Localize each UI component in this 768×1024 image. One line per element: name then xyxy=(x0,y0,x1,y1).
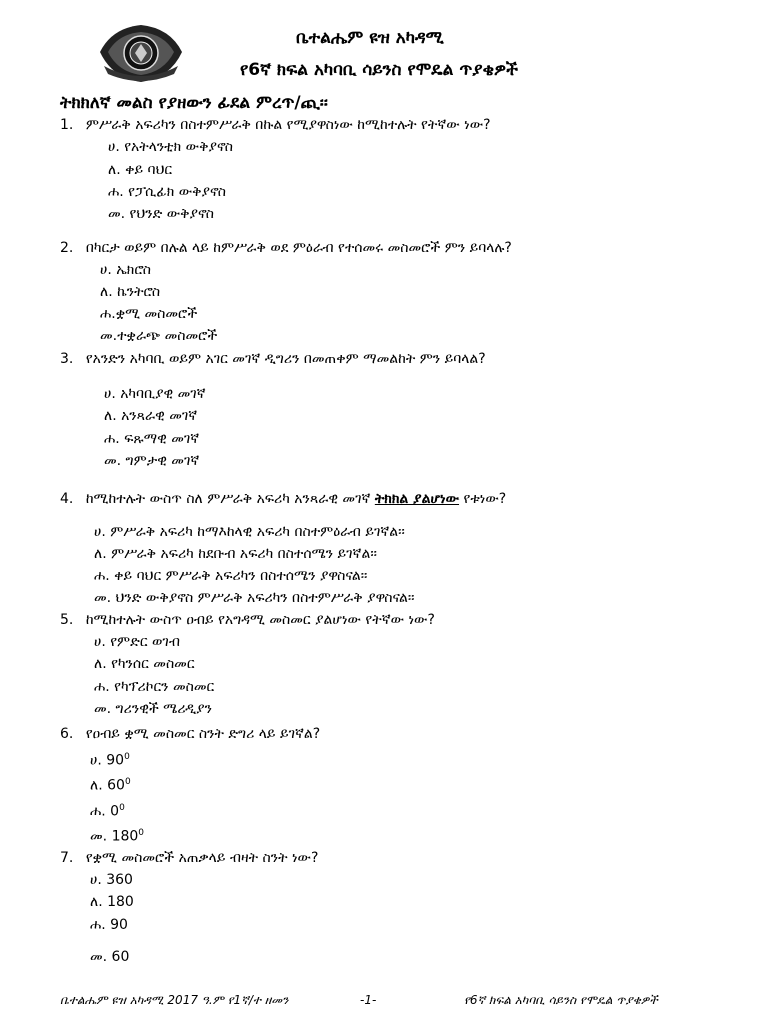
question-4 xyxy=(60,491,506,507)
option-value: 60 xyxy=(107,777,125,794)
option-d[interactable]: መ. የህንድ ውቅያኖስ xyxy=(108,206,215,222)
question-text: በካርታ ወይም በሉል ላይ ከምሥራቅ ወደ ምዕራብ የተሰመሩ መስመሮች ምን ይባላሉ? xyxy=(85,240,512,256)
question-text: የቋሚ መስመሮች አጠቃላይ ብዛት ስንት ነው? xyxy=(85,850,319,866)
option-a[interactable]: ሀ. አካባቢያዊ መገኛ xyxy=(104,386,206,402)
option-a[interactable]: ሀ. 360 xyxy=(90,872,133,888)
question-number: 4. xyxy=(60,491,74,507)
exam-subtitle: የ6ኛ ክፍል አካባቢ ሳይንስ የሞዴል ጥያቄዎች xyxy=(240,60,518,80)
question-3 xyxy=(60,351,486,367)
option-b[interactable] xyxy=(90,777,131,794)
option-letter: መ. xyxy=(90,828,112,845)
option-d[interactable]: መ.ተቋራጭ መስመሮች xyxy=(100,328,218,344)
school-name: ቤተልሔም ዩዝ አካዳሚ xyxy=(296,28,444,48)
question-number: 2. xyxy=(60,240,74,256)
option-d[interactable] xyxy=(90,828,144,845)
degree-mark: 0 xyxy=(124,777,131,787)
option-letter: ለ. xyxy=(90,777,108,794)
question-emphasis: ትክክል ያልሆነው xyxy=(374,491,460,507)
option-a[interactable] xyxy=(90,752,130,769)
option-b[interactable]: ለ. አንጻራዊ መገኛ xyxy=(104,408,198,424)
school-logo xyxy=(98,22,184,84)
option-letter: ሐ. xyxy=(90,803,111,820)
option-b[interactable]: ለ. ቀይ ባህር xyxy=(108,162,173,178)
degree-mark: 0 xyxy=(124,752,130,762)
question-number: 5. xyxy=(60,612,74,628)
option-b[interactable]: ለ. ምሥራቅ አፍሪካ ከደቡብ አፍሪካ በስተሰሜን ይገኛል፡፡ xyxy=(94,546,377,562)
question-1 xyxy=(60,117,491,133)
option-d[interactable]: መ. 60 xyxy=(90,949,130,965)
question-text: ከሚከተሉት ውስጥ ዐብይ የአግዳሚ መስመር ያልሆነው የትኛው ነው? xyxy=(85,612,435,628)
option-c[interactable]: ሐ. ቀይ ባህር ምሥራቅ አፍሪካን በስተሰሜን ያዋስናል፡፡ xyxy=(94,568,368,584)
option-letter: ሀ. xyxy=(90,752,107,769)
degree-mark: 0 xyxy=(119,803,125,813)
footer-right: የ6ኛ ክፍል አካባቢ ሳይንስ የሞዴል ጥያቄዎች xyxy=(464,993,658,1007)
question-number: 3. xyxy=(60,351,74,367)
option-d[interactable]: መ. ግምታዊ መገኛ xyxy=(104,453,200,469)
question-5 xyxy=(60,612,435,628)
option-c[interactable]: ሐ.ቋሚ መስመሮች xyxy=(100,306,198,322)
question-number: 1. xyxy=(60,117,74,133)
option-b[interactable]: ለ. የካንሰር መስመር xyxy=(94,656,195,672)
question-number: 6. xyxy=(60,726,74,742)
question-7 xyxy=(60,850,318,866)
option-a[interactable]: ሀ. ኤክሮስ xyxy=(100,262,151,278)
question-text-end: የቱነው? xyxy=(459,491,507,507)
option-a[interactable]: ሀ. ምሥራቅ አፍሪካ ከማእከላዊ አፍሪካ በስተምዕራብ ይገኛል፡፡ xyxy=(94,524,405,540)
question-text: የዐብይ ቋሚ መስመር ስንት ድግሪ ላይ ይገኛል? xyxy=(85,726,321,742)
instruction: ትክክለኛ መልስ የያዘውን ፊደል ምረጥ/ጪ፡፡ xyxy=(60,93,328,113)
option-d[interactable]: መ. ህንድ ውቅያኖስ ምሥራቅ አፍሪካን በስተምሥራቅ ያዋስናል፡፡ xyxy=(94,590,415,606)
option-c[interactable]: ሐ. ፍጹማዊ መገኛ xyxy=(104,431,200,447)
option-d[interactable]: መ. ግሪንዊች ሜሪዲያን xyxy=(94,701,212,717)
option-value: 180 xyxy=(111,828,139,845)
question-6 xyxy=(60,726,320,742)
option-a[interactable]: ሀ. የአትላንቲክ ውቅያኖስ xyxy=(108,139,233,155)
footer-left: ቤተልሔም ዩዝ አካዳሚ 2017 ዓ.ም የ1ኛ/ተ ዘመን xyxy=(60,993,289,1007)
option-a[interactable]: ሀ. የምድር ወገብ xyxy=(94,634,180,650)
question-text: የአንድን አካባቢ ወይም አገር መገኛ ዲግሪን በመጠቀም ማመልከት ምን ይባላል? xyxy=(85,351,486,367)
question-2 xyxy=(60,240,512,256)
option-c[interactable] xyxy=(90,803,125,820)
option-value: 90 xyxy=(106,752,125,769)
question-number: 7. xyxy=(60,850,74,866)
question-text: ከሚከተሉት ውስጥ ስለ ምሥራቅ አፍሪካ አንጻራዊ መገኛ xyxy=(85,491,375,507)
option-c[interactable]: ሐ. የፓሲፊክ ውቅያኖስ xyxy=(108,184,227,200)
option-c[interactable]: ሐ. 90 xyxy=(90,917,128,933)
option-b[interactable]: ለ. 180 xyxy=(90,894,134,910)
option-c[interactable]: ሐ. የካፕሪኮርን መስመር xyxy=(94,679,215,695)
page-number: -1- xyxy=(360,993,377,1007)
degree-mark: 0 xyxy=(138,828,145,838)
option-b[interactable]: ለ. ኬንትሮስ xyxy=(100,284,161,300)
question-text: ምሥራቅ አፍሪካን በስተምሥራቅ በኩል የሚያዋስነው ከሚከተሉት የትኛው ነው? xyxy=(85,117,491,133)
option-value: 0 xyxy=(110,803,120,820)
